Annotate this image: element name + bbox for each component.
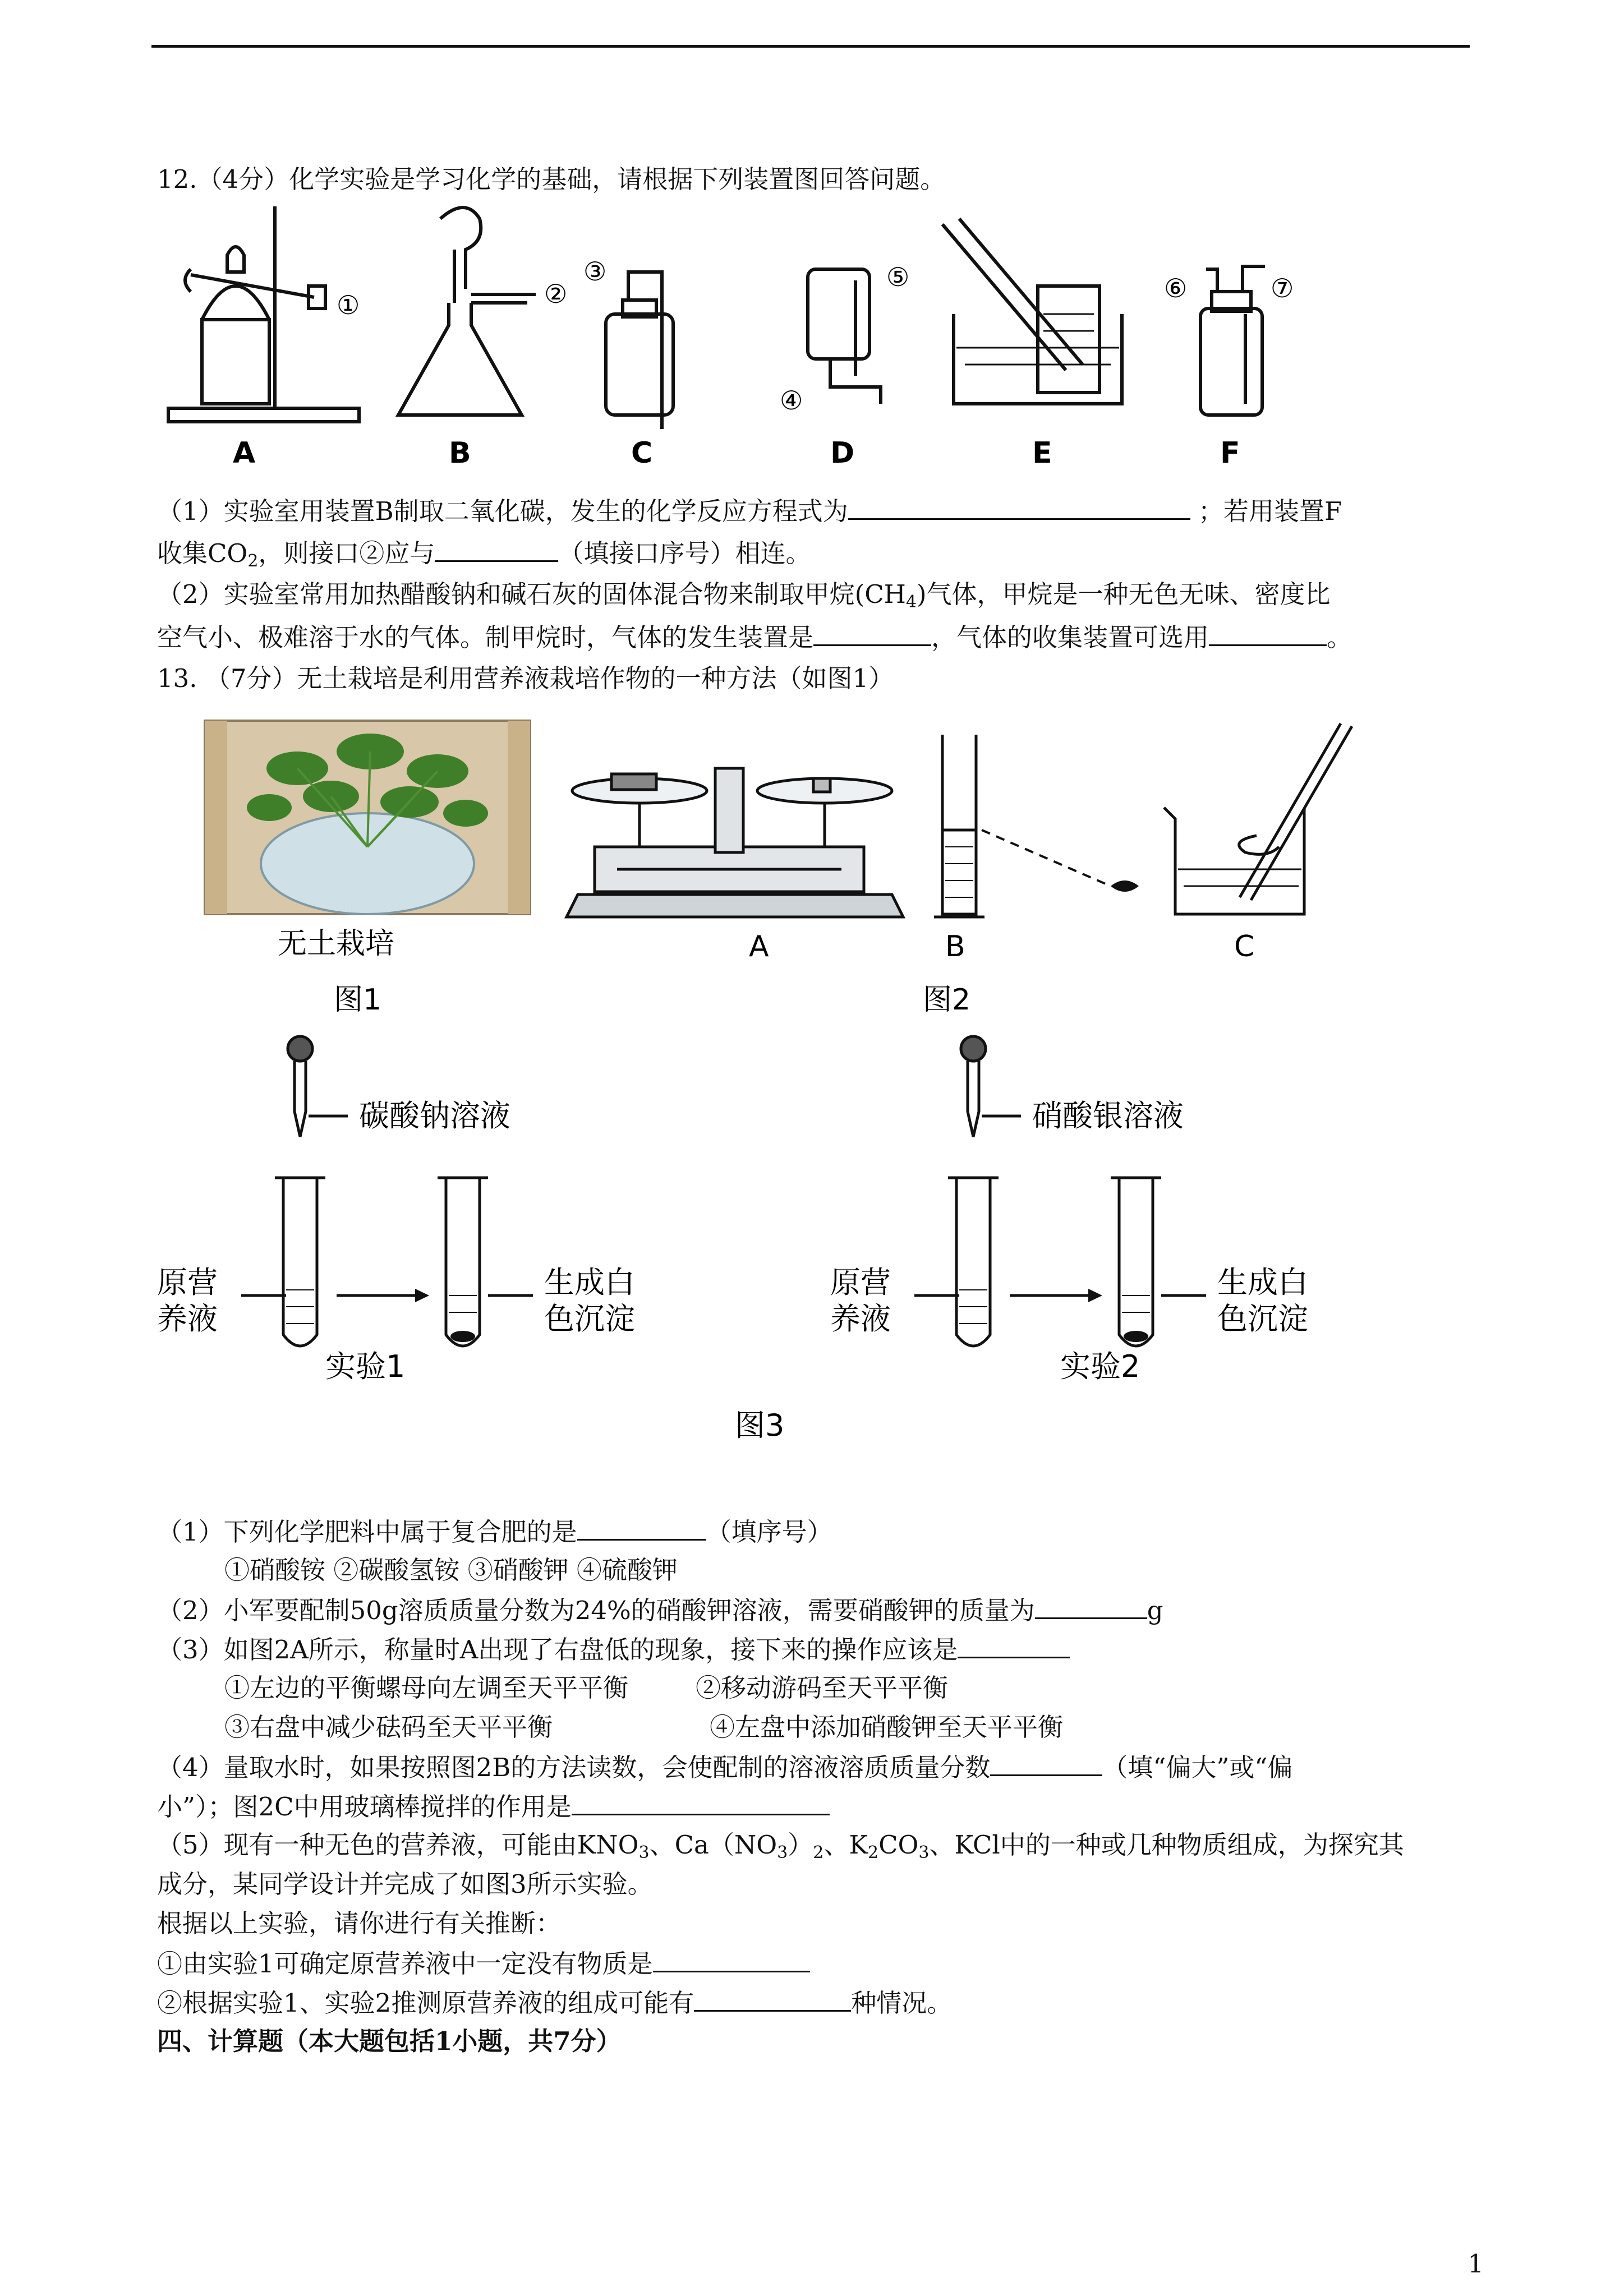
exp2-original-label-2: 养液: [830, 1301, 891, 1336]
q13-s3-options-row2: [224, 1711, 1571, 1744]
q12-title: 12.（4分）化学实验是学习化学的基础，请根据下列装置图回答问题。: [157, 164, 946, 194]
q12-p1-text-c: 收集CO: [157, 538, 248, 568]
q13-s4-blank-1[interactable]: [990, 1750, 1102, 1776]
q13-s3-option-1: ①左边的平衡螺母向左调至天平平衡: [224, 1673, 629, 1703]
q13-s1-options: ①硝酸铵 ②碳酸氢铵 ③硝酸钾 ④硫酸钾: [224, 1555, 678, 1585]
q13-s4-text: （4）量取水时，如果按照图2B的方法读数，会使配制的溶液溶质质量分数: [157, 1753, 991, 1782]
q13-s3-options-row1: [224, 1671, 1571, 1705]
exp1-label: 实验1: [325, 1349, 406, 1384]
q13-s5-sub2: 3: [777, 1843, 788, 1862]
q13-s5-b: 、Ca（NO: [649, 1830, 778, 1860]
apparatus-label-d: D: [830, 436, 855, 470]
q13-s5-line1: [157, 1828, 1503, 1870]
port-4-label: ④: [780, 385, 803, 416]
q13-s1-end: （填序号）: [706, 1517, 832, 1547]
port-5-label: ⑤: [886, 262, 910, 292]
q12-part1-line2: [157, 536, 1503, 578]
q13-s3-option-2: ②移动游码至天平平衡: [696, 1673, 949, 1703]
exp2-result-label-2: 色沉淀: [1217, 1301, 1308, 1336]
q13-s5-f: 、KCl中的一种或几种物质组成，为探究其: [929, 1830, 1404, 1860]
q13-s3-blank[interactable]: [958, 1632, 1070, 1658]
q12-part2-line2: [157, 620, 1503, 654]
q12-p1-text-b: ；若用装置F: [1198, 496, 1342, 526]
exp2-result-label-1: 生成白: [1217, 1265, 1308, 1300]
q13-s5-e: CO: [878, 1830, 919, 1860]
q12-p1-text-e: （填接口序号）相连。: [558, 538, 811, 568]
q13-s1-text: （1）下列化学肥料中属于复合肥的是: [157, 1517, 577, 1547]
apparatus-label-e: E: [1032, 436, 1052, 470]
apparatus-label-c: C: [631, 436, 653, 470]
q13-s2: [157, 1593, 1503, 1628]
q12-port-blank[interactable]: [435, 536, 558, 562]
q12-p1-sub: 2: [247, 551, 259, 571]
q12-equation-blank[interactable]: [848, 494, 1190, 520]
q12-p2-text-b: )气体，甲烷是一种无色无味、密度比: [916, 579, 1331, 609]
apparatus-label-b: B: [449, 436, 471, 470]
q13-s5-j-end: 种情况。: [851, 1988, 953, 2018]
q13-s5-c: ）: [788, 1830, 813, 1860]
q12-generator-blank[interactable]: [813, 620, 931, 646]
port-2-label: ②: [544, 279, 568, 309]
fig1-label: 图1: [334, 983, 382, 1017]
q12-p1-text-a: （1）实验室用装置B制取二氧化碳，发生的化学反应方程式为: [157, 496, 848, 526]
q13-s1: [157, 1514, 1503, 1549]
exp1-result-label-1: 生成白: [544, 1265, 635, 1300]
q13-s5-line3: 根据以上实验，请你进行有关推断：: [157, 1908, 562, 1938]
fig2-label-b: B: [945, 930, 965, 963]
q13-s5-a: （5）现有一种无色的营养液，可能由KNO: [157, 1830, 639, 1860]
q12-p2-text-a: （2）实验室常用加热醋酸钠和碱石灰的固体混合物来制取甲烷(CH: [157, 579, 906, 609]
port-7-label: ⑦: [1271, 273, 1294, 303]
q12-p2-text-c: 空气小、极难溶于水的气体。制甲烷时，气体的发生装置是: [157, 623, 814, 652]
exp2-original-label-1: 原营: [830, 1265, 891, 1300]
exp1-original-label-1: 原营: [157, 1265, 218, 1300]
q12-part2-line1: [157, 578, 1503, 619]
q13-s5-sub4: 2: [867, 1843, 879, 1862]
q13-s4-blank-2[interactable]: [572, 1789, 830, 1815]
q13-s4-line2: [157, 1789, 1503, 1824]
header-rule: [151, 45, 1470, 48]
q12-p2-text-d: ，气体的收集装置可选用: [931, 623, 1209, 652]
apparatus-label-f: F: [1220, 436, 1240, 470]
fig2-label-a: A: [749, 930, 769, 963]
exp1-original-label-2: 养液: [157, 1301, 218, 1336]
q12-p2-text-e: 。: [1327, 623, 1352, 652]
q13-s2-unit: g: [1147, 1596, 1163, 1625]
q13-s3-text: （3）如图2A所示，称量时A出现了右盘低的现象，接下来的操作应该是: [157, 1635, 958, 1665]
q13-s2-text: （2）小军要配制50g溶质质量分数为24%的硝酸钾溶液，需要硝酸钾的质量为: [157, 1596, 1035, 1625]
port-6-label: ⑥: [1164, 273, 1188, 303]
q13-s4-line1: [157, 1750, 1503, 1785]
fig2-label-c: C: [1234, 930, 1255, 963]
q13-s5-line5: [157, 1985, 1503, 2020]
exp2-reagent-label: 硝酸银溶液: [1032, 1098, 1184, 1133]
q12-p2-sub: 4: [905, 592, 917, 612]
fig2-label: 图2: [923, 983, 971, 1017]
q13-s5-line2: 成分，某同学设计并完成了如图3所示实验。: [157, 1869, 653, 1899]
q13-s3: [157, 1632, 1503, 1667]
fig1-caption: 无土栽培: [278, 927, 395, 961]
q12-apparatus-figure: [157, 202, 1335, 477]
q12-part1-line1: [157, 494, 1503, 528]
q13-s4-end: （填“偏大”或“偏: [1102, 1753, 1293, 1782]
q13-s3-option-3: ③右盘中减少砝码至天平平衡: [224, 1712, 553, 1742]
q13-s3-option-4: ④左盘中添加硝酸钾至天平平衡: [710, 1712, 1064, 1742]
q13-s5-d: 、K: [823, 1830, 868, 1860]
exp2-label: 实验2: [1060, 1349, 1140, 1384]
port-1-label: ①: [337, 290, 360, 320]
apparatus-label-a: A: [233, 436, 256, 470]
q12-collector-blank[interactable]: [1209, 620, 1327, 646]
q13-s5-line4: [157, 1946, 1503, 1981]
page-number: 1: [1467, 2249, 1484, 2279]
q13-s4-text-b: 小”）；图2C中用玻璃棒搅拌的作用是: [157, 1792, 572, 1822]
exp1-result-label-2: 色沉淀: [544, 1301, 635, 1336]
q12-p1-text-d: ，则接口②应与: [258, 538, 435, 568]
port-3-label: ③: [583, 256, 607, 287]
q13-s5-blank-1[interactable]: [653, 1946, 810, 1972]
q13-s2-blank[interactable]: [1035, 1593, 1147, 1619]
q13-title: 13. （7分）无土栽培是利用营养液栽培作物的一种方法（如图1）: [157, 663, 894, 693]
q13-s5-i: ①由实验1可确定原营养液中一定没有物质是: [157, 1949, 653, 1979]
q13-s5-blank-2[interactable]: [694, 1985, 851, 2012]
q13-s5-j: ②根据实验1、实验2推测原营养液的组成可能有: [157, 1988, 694, 2018]
q13-s1-blank[interactable]: [577, 1514, 706, 1541]
q13-s5-sub1: 3: [638, 1843, 650, 1862]
q13-figure-1-2: [202, 718, 1391, 1032]
fig3-label: 图3: [735, 1408, 785, 1443]
q13-figure-3: [151, 1026, 1386, 1453]
section-4-heading: 四、计算题（本大题包括1小题，共7分）: [157, 2026, 622, 2056]
q13-s5-sub5: 3: [918, 1843, 930, 1862]
q13-s5-sub3: 2: [813, 1843, 824, 1862]
exp1-reagent-label: 碳酸钠溶液: [359, 1098, 510, 1133]
